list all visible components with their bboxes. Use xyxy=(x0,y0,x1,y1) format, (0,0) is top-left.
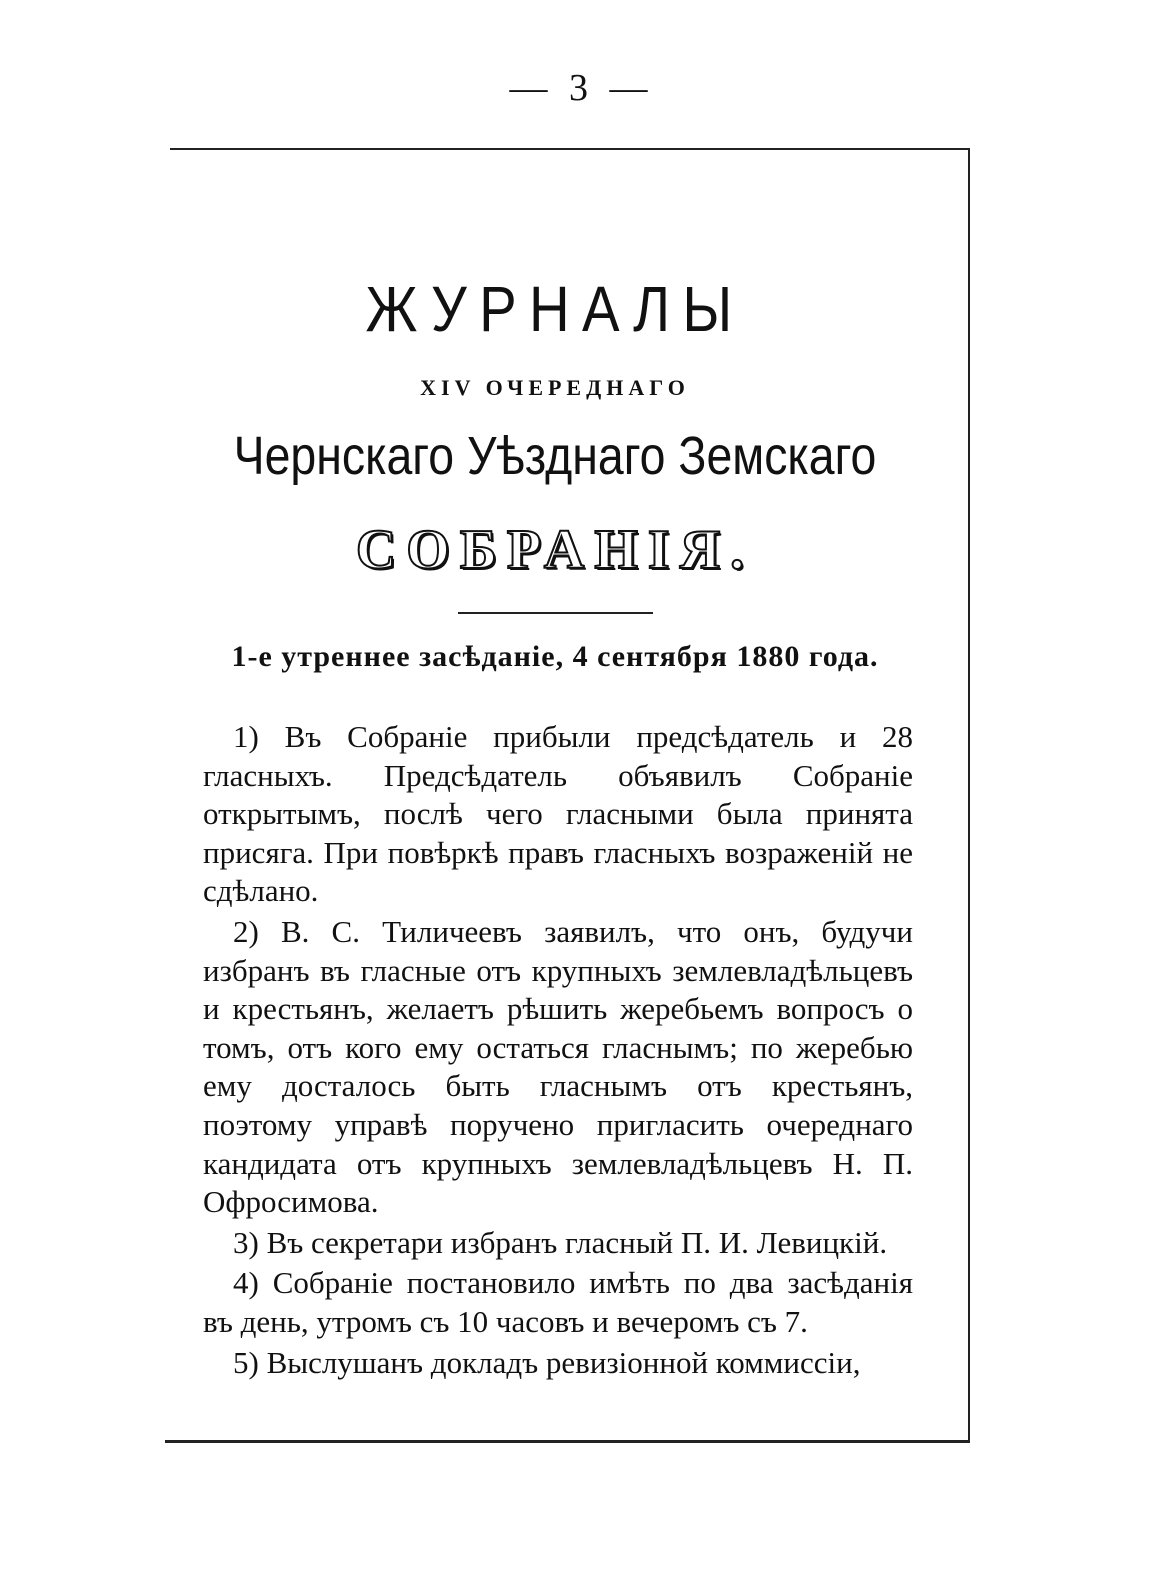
subtitle-assembly-name: Чернскаго Уѣзднаго Земскаго xyxy=(233,426,877,486)
body-text xyxy=(203,718,913,1384)
subtitle-assembly: СОБРАНІЯ. xyxy=(355,519,755,581)
title-divider xyxy=(458,612,653,614)
top-rule xyxy=(170,148,970,150)
paragraph-3: 3) Въ секретари избранъ гласный П. И. Левицкій. xyxy=(233,1224,888,1260)
page-title: ЖУРНАЛЫ xyxy=(365,273,745,345)
paragraph-1: 1) Въ Собраніе прибыли предсѣдатель и 28 гласныхъ. Предсѣдатель объявилъ Собраніе открытымъ, послѣ чего гласными была принята присяга. При повѣркѣ правъ гласныхъ возраженій не сдѣлано. xyxy=(203,719,913,909)
paragraph-4: 4) Собраніе постановило имѣть по два засѣданія въ день, утромъ съ 10 часовъ и вечеромъ съ 7. xyxy=(203,1265,913,1339)
paragraph-5: 5) Выслушанъ докладъ ревизіонной коммиссіи, xyxy=(233,1344,861,1380)
session-heading: 1-е утреннее засѣданіе, 4 сентября 1880 года. xyxy=(231,640,879,673)
subtitle-order: XIV ОЧЕРЕДНАГО xyxy=(420,375,690,400)
paragraph-2: 2) В. С. Тиличеевъ заявилъ, что онъ, будучи избранъ въ гласные отъ крупныхъ землевладѣльцевъ и крестьянъ, желаетъ рѣшить жеребьемъ вопросъ о томъ, отъ кого ему остаться гласнымъ; по жеребью ему досталось быть гласнымъ отъ крестьянъ, поэтому управѣ поручено пригласить очереднаго кандидата отъ крупныхъ землевладѣльцевъ Н. П. Офросимова. xyxy=(203,913,913,1220)
bottom-rule xyxy=(165,1440,970,1443)
page-number: — 3 — xyxy=(509,67,654,109)
